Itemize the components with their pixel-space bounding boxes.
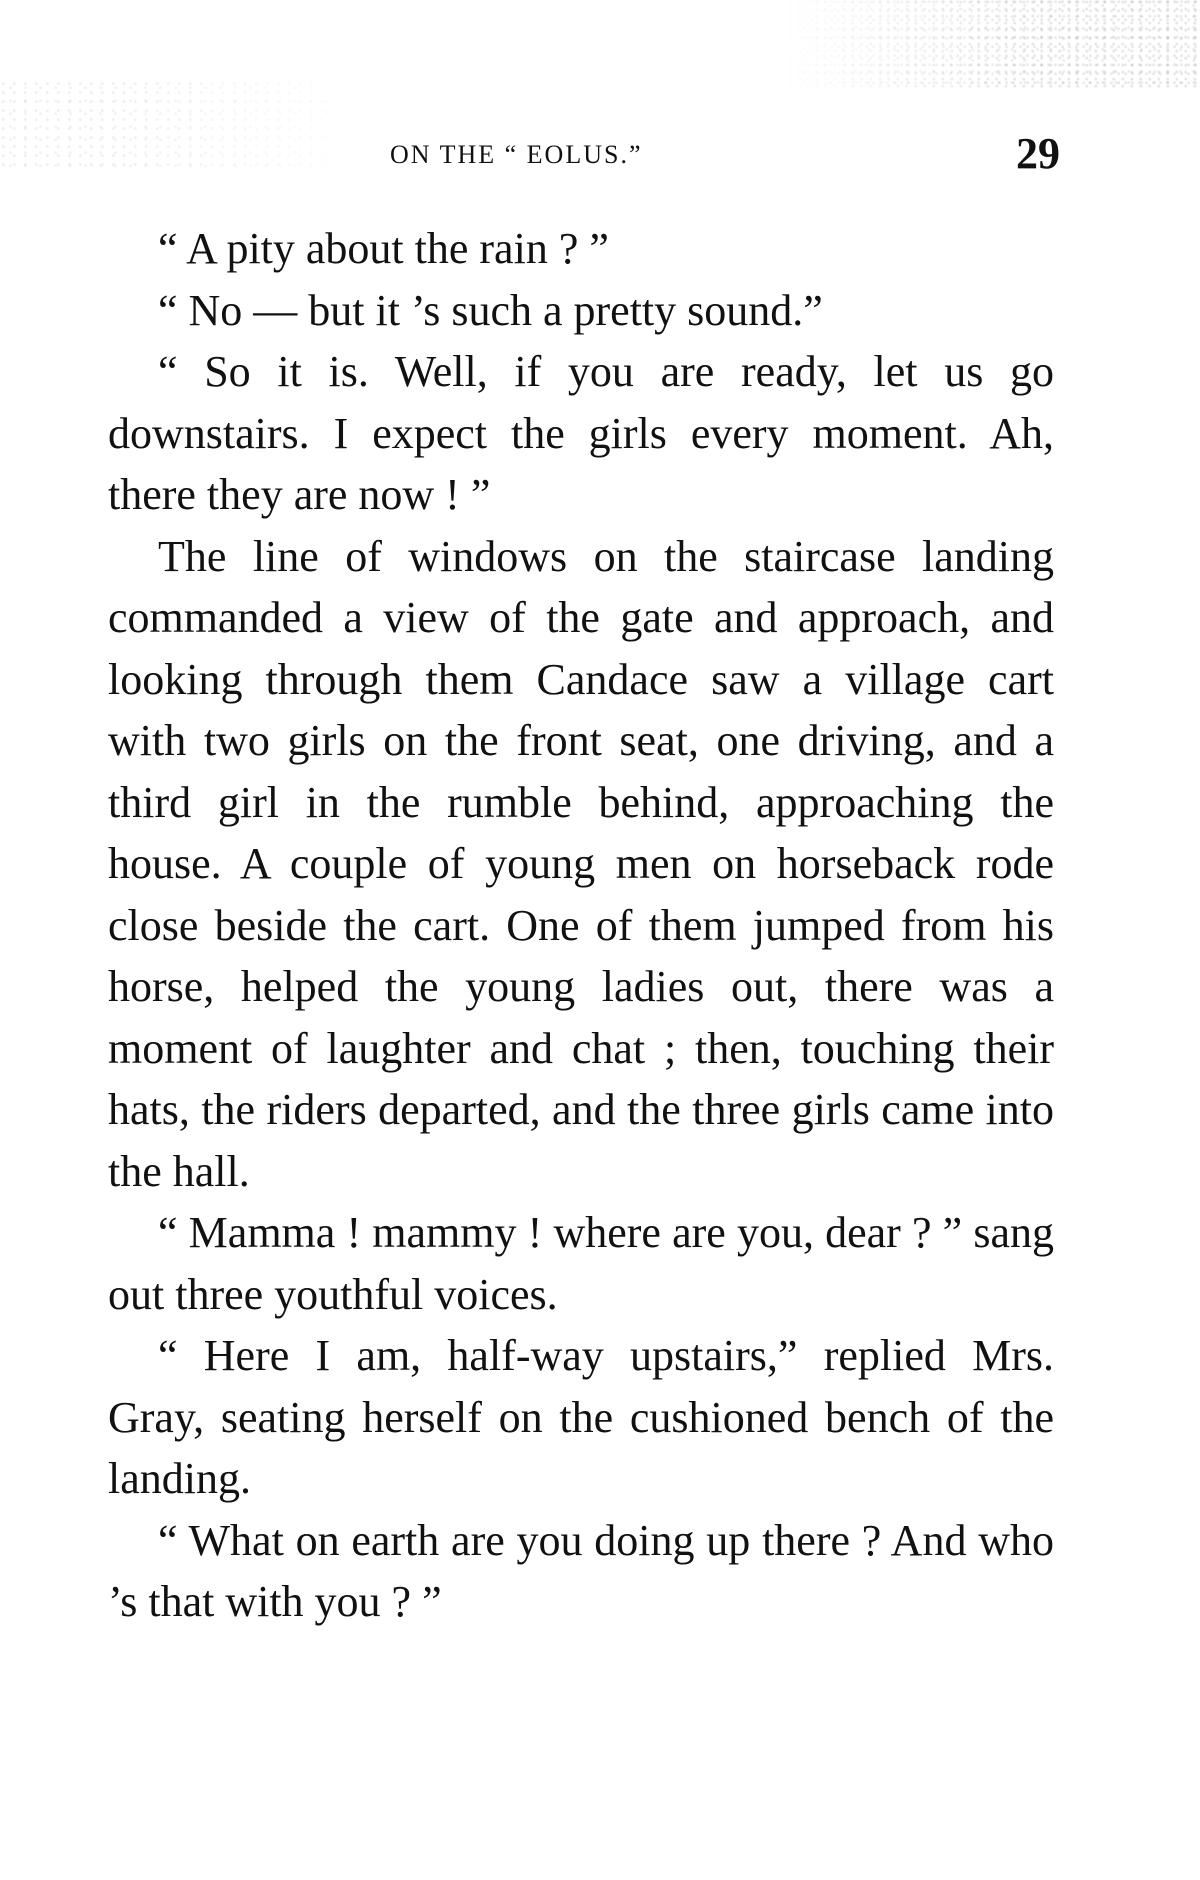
body-text xyxy=(108,218,1054,1633)
paragraph: “ Here I am, half-way upstairs,” replied Mrs. Gray, seating herself on the cushioned bench of the landing. xyxy=(108,1331,1054,1503)
scan-speckle xyxy=(770,0,1200,90)
running-head: ON THE “ EOLUS.” xyxy=(390,140,643,169)
paragraph: “ Mamma ! mammy ! where are you, dear ? ” sang out three youthful voices. xyxy=(108,1208,1054,1319)
paragraph: “ So it is. Well, if you are ready, let us go downstairs. I expect the girls every moment. Ah, there they are now ! ” xyxy=(108,347,1054,519)
paragraph: “ A pity about the rain ? ” xyxy=(158,224,609,273)
page-number: 29 xyxy=(1016,129,1060,178)
page-header xyxy=(110,128,1060,188)
paragraph: “ What on earth are you doing up there ? And who ’s that with you ? ” xyxy=(108,1515,1054,1626)
paragraph: “ No — but it ’s such a pretty sound.” xyxy=(158,285,823,335)
paragraph: The line of windows on the staircase landing commanded a view of the gate and approach, and looking through them Candace saw a village cart with two girls on the front seat, one driving, and a third girl in the rumble behind, approaching the house. A couple of young men on horseback rode close beside the cart. One of them jumped from his horse, helped the young ladies out, there was a moment of laughter and chat ; then, touching their hats, the riders departed, and the three girls came into the hall. xyxy=(108,531,1054,1196)
